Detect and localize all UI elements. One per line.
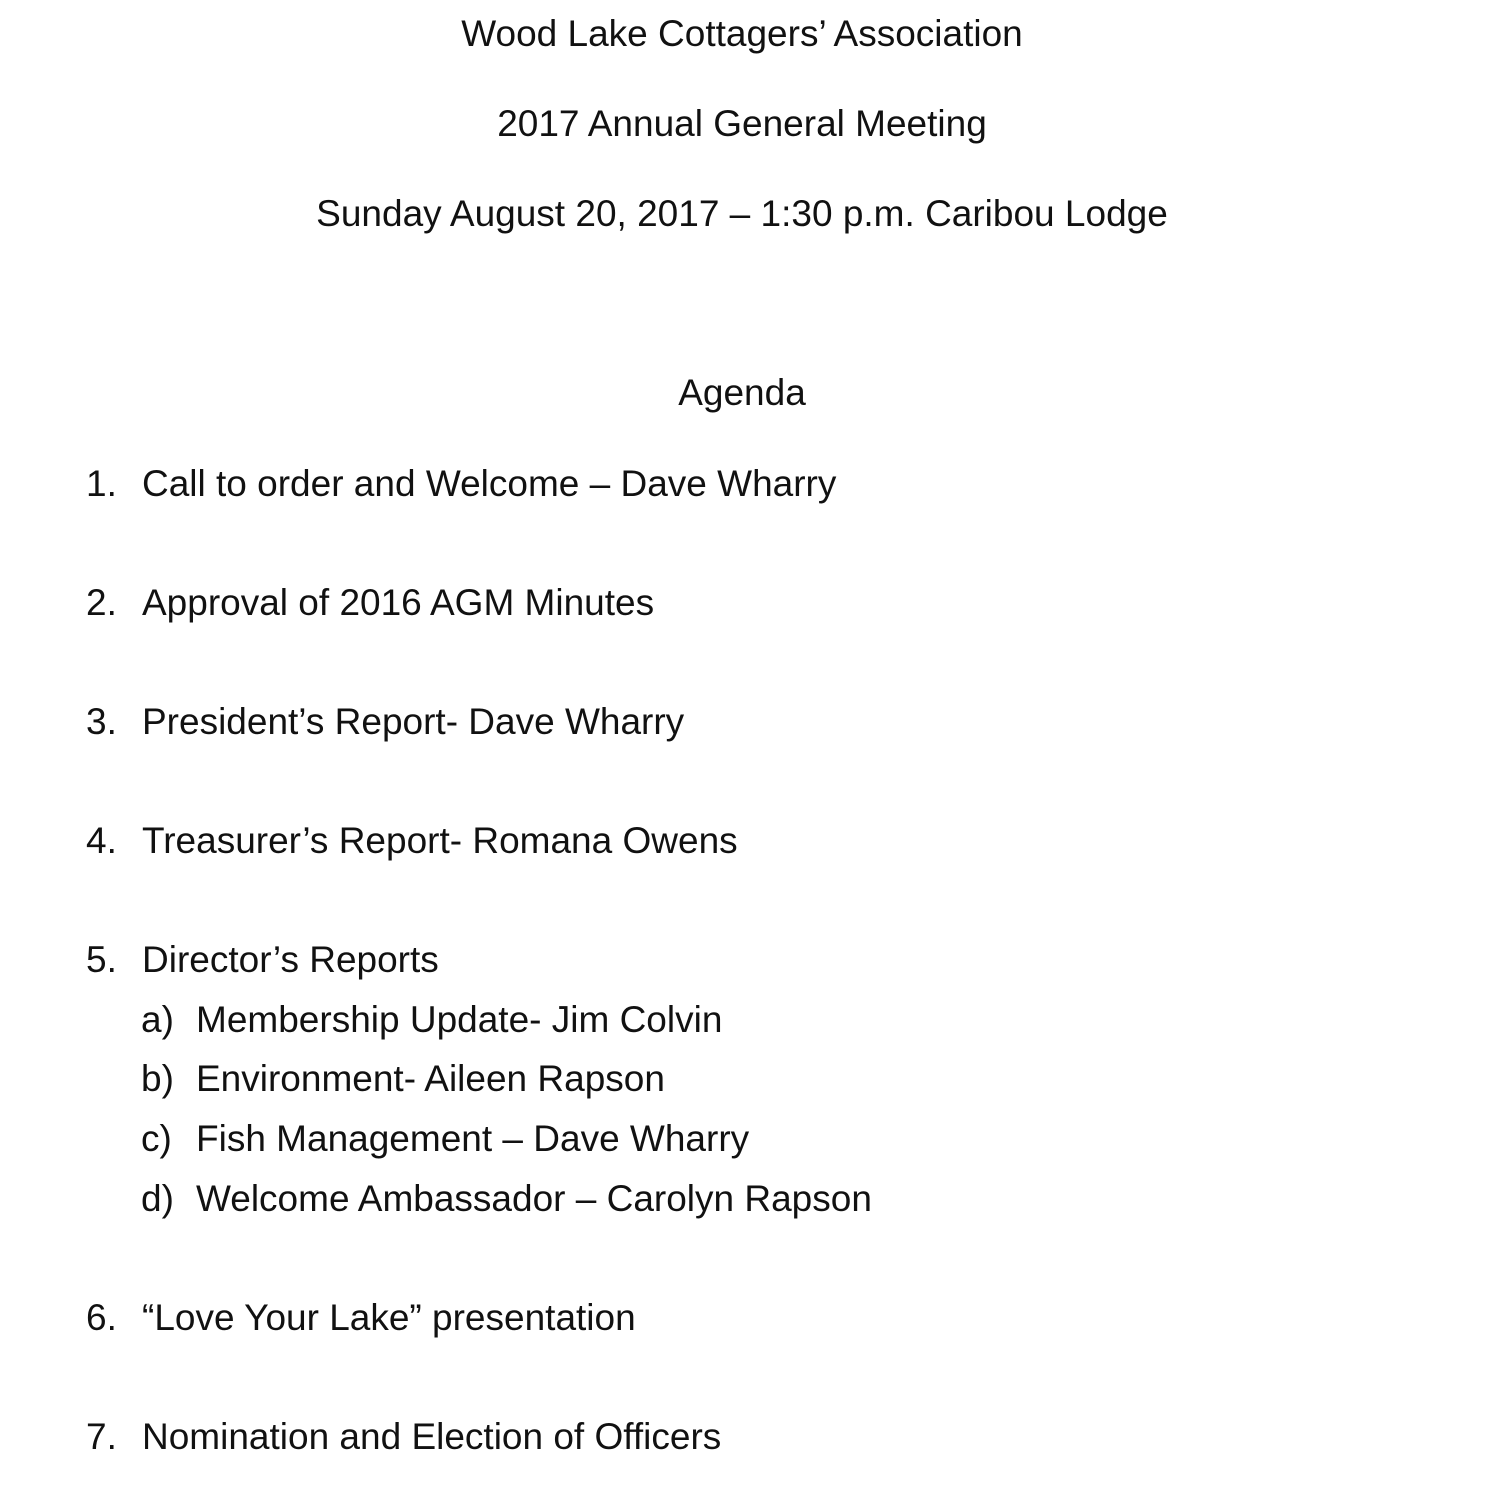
agenda-item-text: Call to order and Welcome – Dave Wharry (142, 463, 837, 504)
agenda-item-number: 1. (86, 463, 117, 504)
agenda-subitem-letter: a) (141, 999, 174, 1040)
agenda-item-text: Approval of 2016 AGM Minutes (142, 582, 655, 623)
agenda-subitem-letter: b) (141, 1058, 174, 1099)
meeting-title: 2017 Annual General Meeting (497, 103, 987, 144)
agenda-item-number: 5. (86, 939, 117, 980)
agenda-subitem-text: Environment- Aileen Rapson (196, 1058, 665, 1099)
agenda-item-number: 4. (86, 820, 117, 861)
agenda-subitem-text: Membership Update- Jim Colvin (196, 999, 723, 1040)
agenda-item-number: 3. (86, 701, 117, 742)
agenda-item-text: “Love Your Lake” presentation (142, 1297, 636, 1338)
agenda-subitem-letter: c) (141, 1118, 172, 1159)
agenda-item-number: 7. (86, 1416, 117, 1457)
agenda-item-number: 2. (86, 582, 117, 623)
agenda-item-text: Director’s Reports (142, 939, 439, 980)
agenda-item-number: 6. (86, 1297, 117, 1338)
agenda-item-text: Nomination and Election of Officers (142, 1416, 722, 1457)
agenda-item-text: Treasurer’s Report- Romana Owens (142, 820, 738, 861)
agenda-subitem-text: Fish Management – Dave Wharry (196, 1118, 750, 1159)
agenda-subitem-text: Welcome Ambassador – Carolyn Rapson (196, 1178, 872, 1219)
agenda-item-text: President’s Report- Dave Wharry (142, 701, 685, 742)
meeting-date-location: Sunday August 20, 2017 – 1:30 p.m. Caribou Lodge (316, 193, 1168, 234)
agenda-subitem-letter: d) (141, 1178, 174, 1219)
organization-name: Wood Lake Cottagers’ Association (461, 13, 1023, 54)
agenda-heading: Agenda (678, 372, 806, 413)
